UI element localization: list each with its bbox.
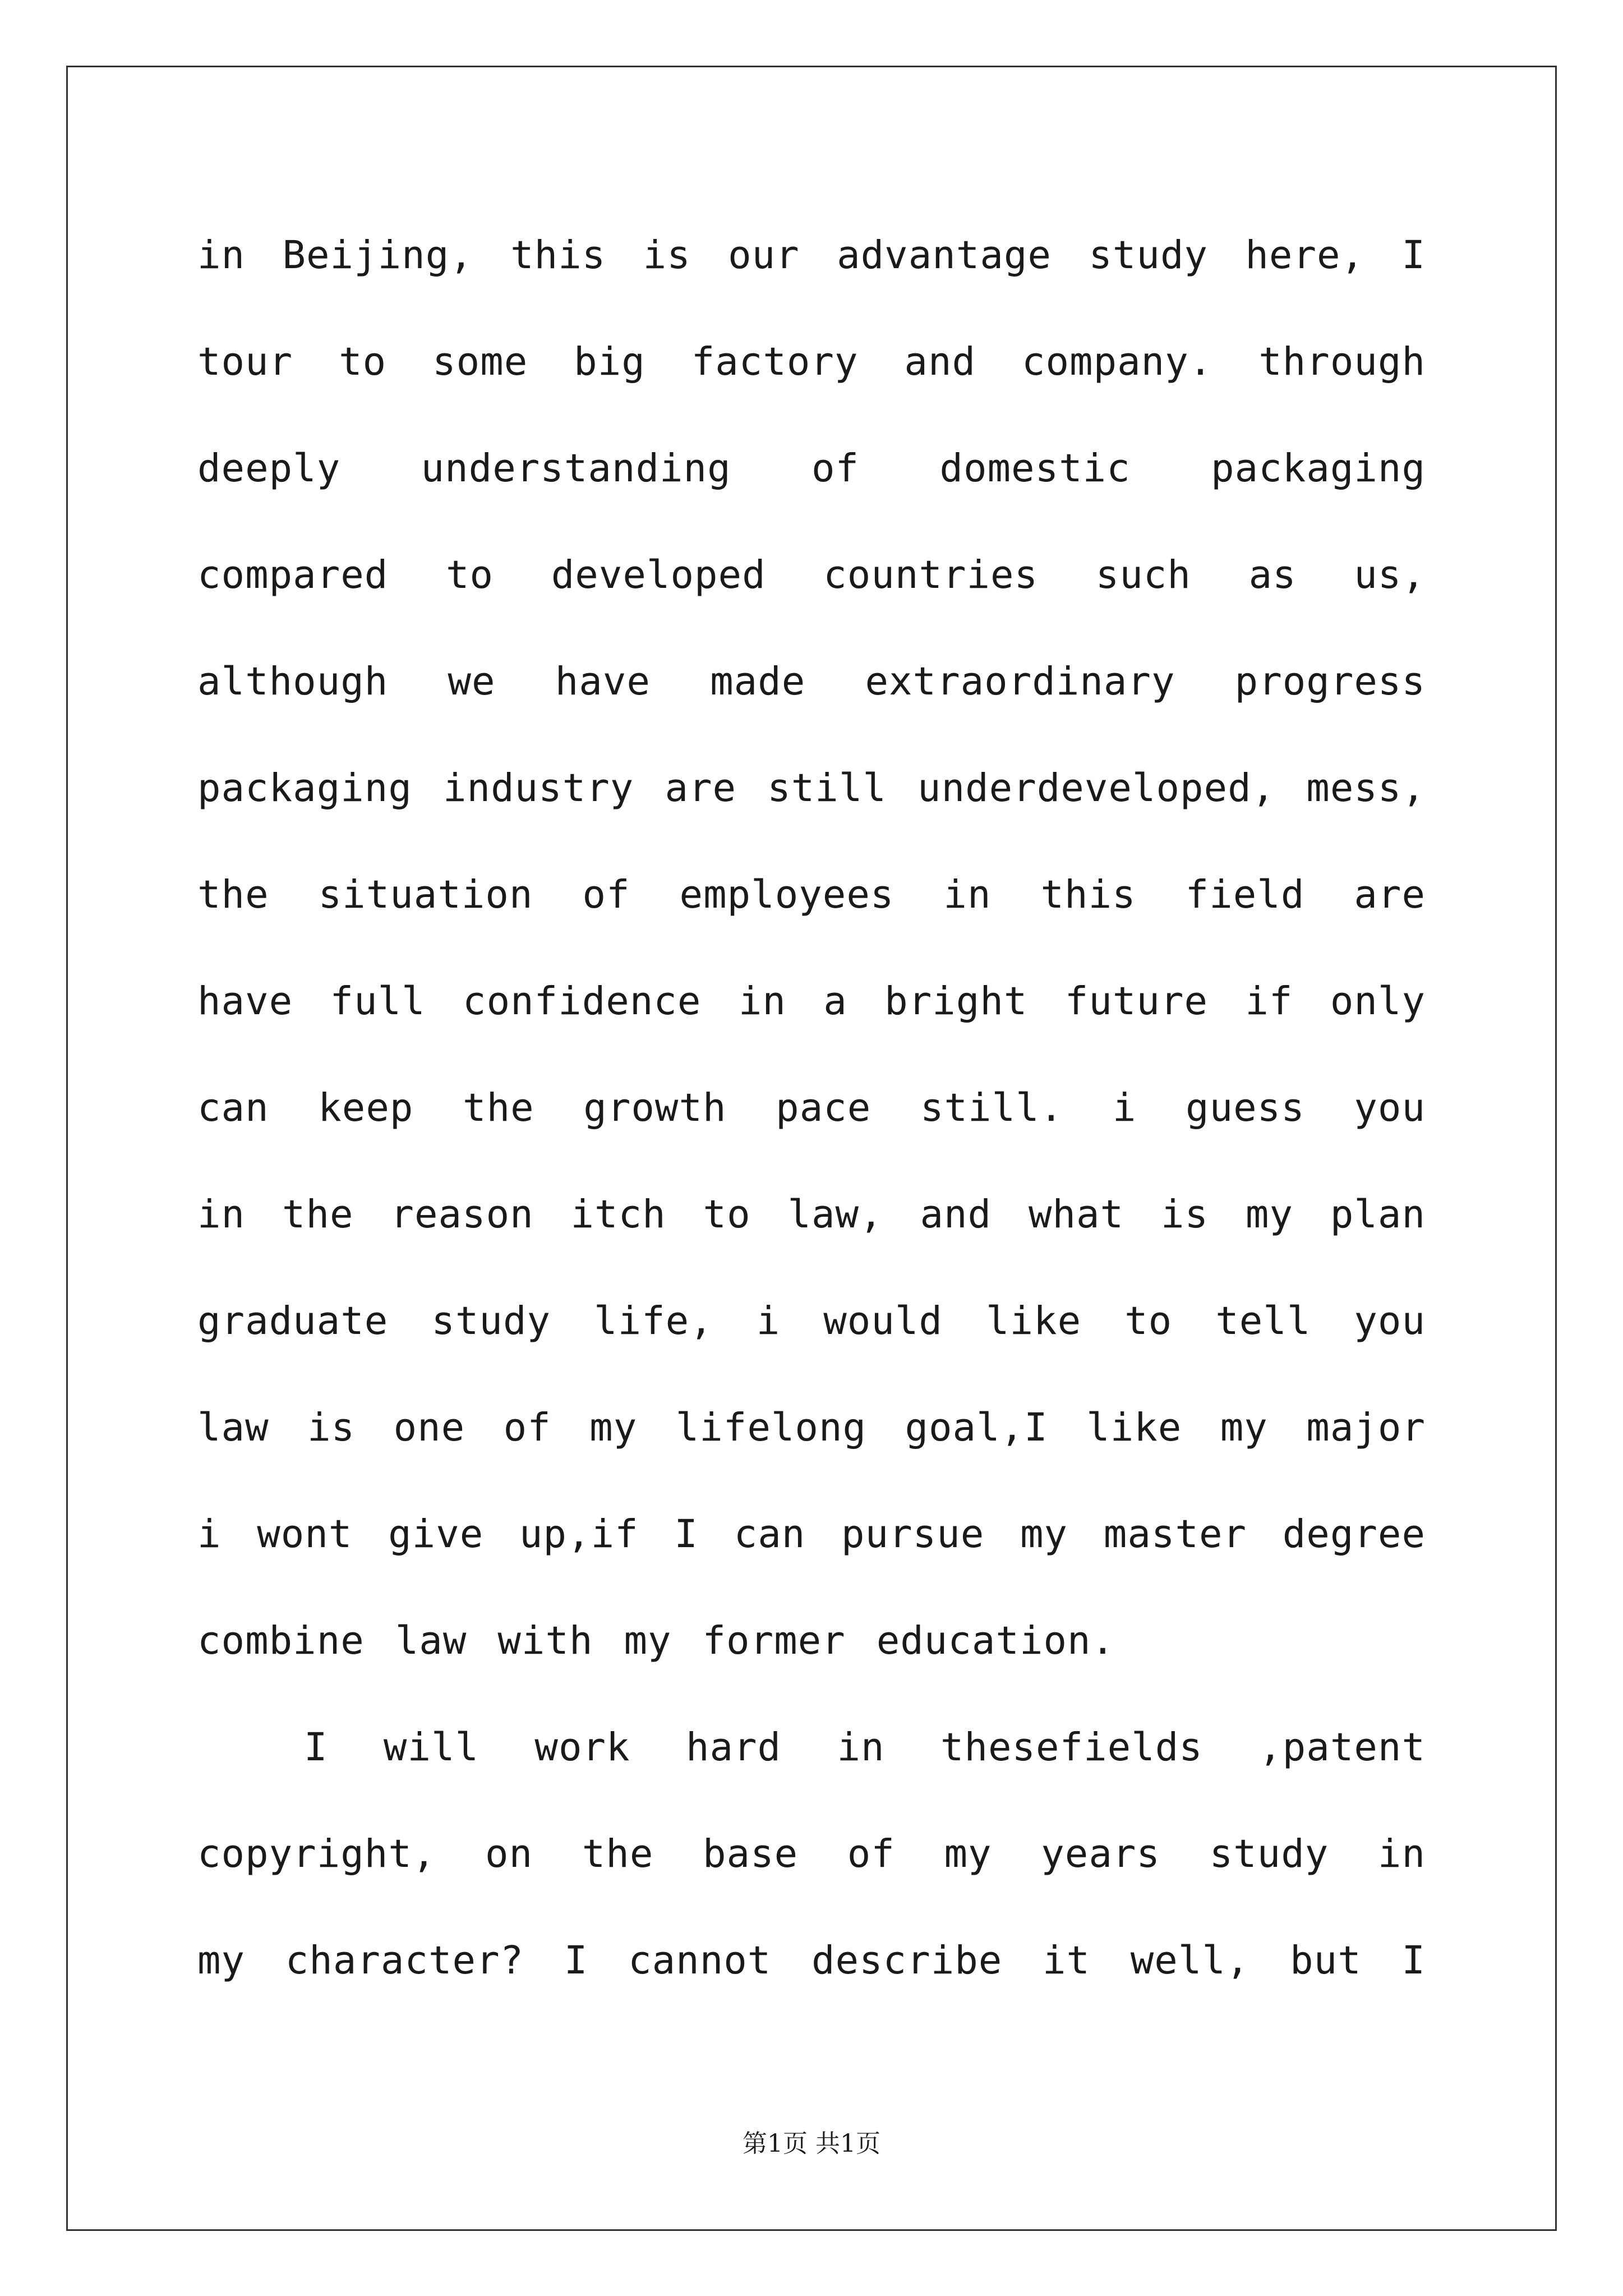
text-line: have full confidence in a bright future if only [197, 979, 1426, 1024]
text-line: my character? I cannot describe it well, but I [197, 1938, 1426, 1983]
text-line: in Beijing, this is our advantage study here, I [197, 233, 1426, 278]
text-line: tour to some big factory and company. through [197, 339, 1426, 384]
text-line: can keep the growth pace still. i guess you [197, 1085, 1426, 1130]
text-line: i wont give up,if I can pursue my master degree [197, 1512, 1426, 1557]
text-line: compared to developed countries such as us, [197, 553, 1426, 597]
text-line: in the reason itch to law, and what is my plan [197, 1192, 1426, 1237]
text-line: law is one of my lifelong goal,I like my major [197, 1405, 1426, 1450]
text-line: the situation of employees in this field are [197, 872, 1426, 917]
text-line: graduate study life, i would like to tell you [197, 1299, 1426, 1343]
text-line-indented: I will work hard in thesefields ,patent [304, 1725, 1426, 1770]
text-line: combine law with my former education. [197, 1618, 1115, 1663]
document-body [197, 202, 1426, 2014]
page-number-footer: 第1页 共1页 [743, 2129, 880, 2158]
text-line: packaging industry are still underdeveloped, mess, [197, 766, 1426, 811]
text-line: although we have made extraordinary progress [197, 659, 1426, 704]
text-line: copyright, on the base of my years study in [197, 1832, 1426, 1876]
text-line: deeply understanding of domestic packaging [197, 446, 1426, 491]
